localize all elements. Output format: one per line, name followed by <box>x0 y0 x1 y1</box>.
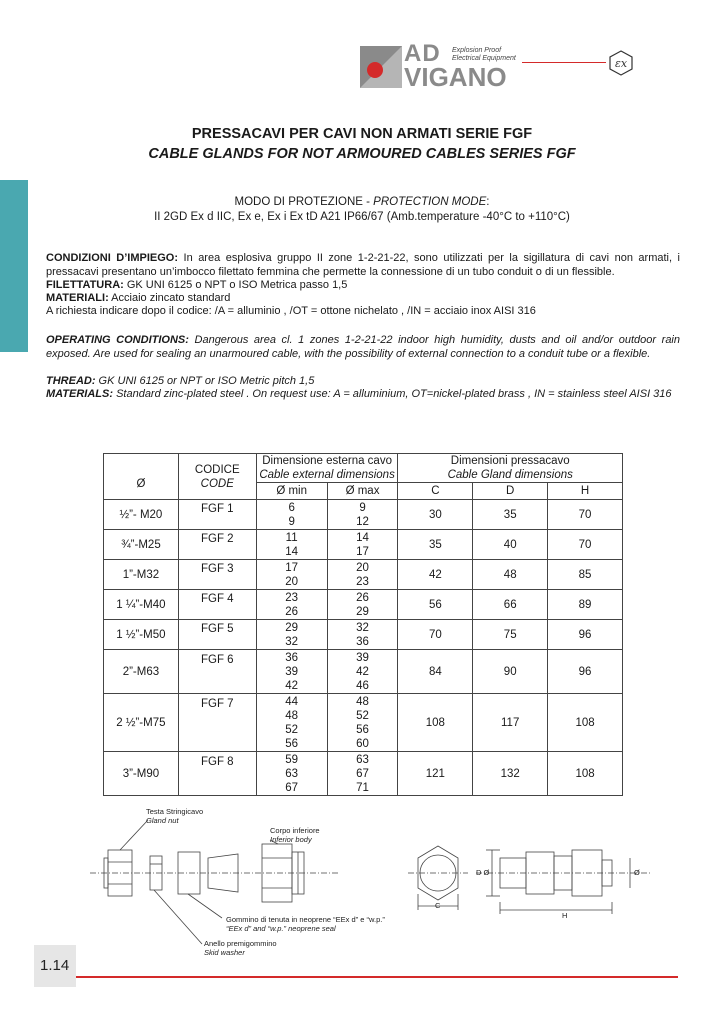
cell-min-value: 52 <box>285 723 299 736</box>
table-body <box>104 500 623 796</box>
dim-d-label: D Ø <box>476 868 490 877</box>
cell-size: 2”-M63 <box>104 650 179 694</box>
cell-max-value: 29 <box>356 605 369 618</box>
cell-c: 30 <box>398 500 473 530</box>
cell-h: 96 <box>548 620 623 650</box>
header-min: Ø min <box>256 483 327 500</box>
dim-c-label: C <box>435 901 441 910</box>
label-inferior-body: Corpo inferiore Inferior body <box>270 826 320 844</box>
atex-ex-hexagon-icon <box>608 50 634 76</box>
cell-c: 121 <box>398 752 473 796</box>
cell-min-value: 63 <box>285 767 299 780</box>
cell-size: 1 ¼”-M40 <box>104 590 179 620</box>
table-row <box>104 590 623 620</box>
cell-size: 3”-M90 <box>104 752 179 796</box>
thread-italian: FILETTATURA: GK UNI 6125 o NPT o ISO Metrica passo 1,5 <box>46 279 348 291</box>
brand-ad: AD <box>404 40 441 67</box>
cell-max-value: 26 <box>356 591 369 604</box>
cell-max-value: 39 <box>356 651 369 664</box>
page-title-english: CABLE GLANDS FOR NOT ARMOURED CABLES SERIES FGF <box>148 146 576 162</box>
brand-tagline-1: Explosion Proof <box>452 47 502 54</box>
protection-mode-label: MODO DI PROTEZIONE - PROTECTION MODE: <box>234 196 490 208</box>
cell-h: 108 <box>548 752 623 796</box>
cell-min-value: 23 <box>285 591 299 604</box>
cell-min-value: 14 <box>285 545 299 558</box>
cell-code: FGF 5 <box>178 620 256 650</box>
cell-min-value: 9 <box>288 515 295 528</box>
cell-c: 35 <box>398 530 473 560</box>
cell-code: FGF 1 <box>178 500 256 530</box>
dim-phi-label: Ø <box>634 868 640 877</box>
brand-tagline-2: Electrical Equipment <box>452 55 516 62</box>
dim-h-label: H <box>562 911 568 920</box>
cell-d: 117 <box>473 694 548 752</box>
cell-max-value: 60 <box>356 737 369 750</box>
cell-max <box>327 694 398 752</box>
cell-min-value: 26 <box>285 605 299 618</box>
cell-h: 108 <box>548 694 623 752</box>
cell-d: 75 <box>473 620 548 650</box>
protection-mode-value: II 2GD Ex d IIC, Ex e, Ex i Ex tD A21 IP66/67 (Amb.temperature -40°C to +110°C) <box>154 211 570 223</box>
cell-min-value: 39 <box>285 665 299 678</box>
cell-max-value: 36 <box>356 635 369 648</box>
label-gland-nut: Testa Stringicavo Gland nut <box>146 807 204 825</box>
cell-max-value: 48 <box>356 695 369 708</box>
cell-min-value: 6 <box>288 501 295 514</box>
cell-size: 2 ½”-M75 <box>104 694 179 752</box>
footer-red-line <box>76 976 678 978</box>
cell-size: 1 ½”-M50 <box>104 620 179 650</box>
cell-d: 40 <box>473 530 548 560</box>
page-title-italian: PRESSACAVI PER CAVI NON ARMATI SERIE FGF <box>191 126 533 142</box>
dimensions-table <box>103 453 623 796</box>
cell-min-value: 32 <box>285 635 299 648</box>
cell-size: ½”- M20 <box>104 500 179 530</box>
cell-min-value: 17 <box>285 561 299 574</box>
technical-drawing <box>90 806 650 956</box>
cell-h: 85 <box>548 560 623 590</box>
header-gland-dimensions: Dimensioni pressacavo Cable Gland dimensions <box>398 454 623 483</box>
cell-max-value: 67 <box>356 767 369 780</box>
cell-max-value: 9 <box>359 501 366 514</box>
cell-max-value: 17 <box>356 545 369 558</box>
cell-min <box>256 650 327 694</box>
header-d: D <box>473 483 548 500</box>
table-row <box>104 752 623 796</box>
gland-drawing-svg <box>90 806 650 956</box>
cell-code: FGF 8 <box>178 752 256 796</box>
cell-code: FGF 6 <box>178 650 256 694</box>
thread-english: THREAD: GK UNI 6125 or NPT or ISO Metric pitch 1,5 <box>46 375 315 387</box>
cell-min <box>256 530 327 560</box>
header-c: C <box>398 483 473 500</box>
cell-max-value: 46 <box>356 679 369 692</box>
cell-c: 84 <box>398 650 473 694</box>
brand-vigano: VIGANO <box>404 62 507 92</box>
cell-min-value: 59 <box>285 753 299 766</box>
cell-min-value: 11 <box>285 531 298 544</box>
table-row <box>104 500 623 530</box>
cell-h: 70 <box>548 530 623 560</box>
cell-max <box>327 620 398 650</box>
cell-min-value: 36 <box>285 651 299 664</box>
ex-symbol: εx <box>614 57 628 70</box>
cell-max-value: 23 <box>356 575 369 588</box>
cell-min <box>256 752 327 796</box>
page-number: 1.14 <box>40 957 70 974</box>
cell-size: 1”-M32 <box>104 560 179 590</box>
label-neoprene-seal: Gommino di tenuta in neoprene “EEx d” e “w.p.” “EEx d” and “w.p.” neoprene seal <box>226 915 385 933</box>
table-row <box>104 650 623 694</box>
cell-d: 66 <box>473 590 548 620</box>
cell-code: FGF 3 <box>178 560 256 590</box>
cell-c: 70 <box>398 620 473 650</box>
header-cable-external: Dimensione esterna cavo Cable external dimensions <box>256 454 398 483</box>
brand-red-line <box>522 62 606 63</box>
cell-max <box>327 650 398 694</box>
conditions-italian: CONDIZIONI D’IMPIEGO: In area esplosiva gruppo II zone 1-2-21-22, sono utilizzati per la sigillatura di cavi non armati, i pressacavi presentano un’imbocco filettato femmina che permette la connessione di un tubo conduit o di un flessible. <box>46 252 680 278</box>
cell-c: 56 <box>398 590 473 620</box>
cell-min-value: 67 <box>285 781 299 794</box>
brand-logo <box>360 40 650 94</box>
cell-min-value: 29 <box>285 621 299 634</box>
cell-max-value: 63 <box>356 753 369 766</box>
cell-h: 70 <box>548 500 623 530</box>
label-skid-washer: Anello premigommino Skid washer <box>204 939 277 957</box>
cell-d: 35 <box>473 500 548 530</box>
header-h: H <box>548 483 623 500</box>
cell-max <box>327 530 398 560</box>
cell-min-value: 44 <box>285 695 299 708</box>
header-diameter: Ø <box>104 454 179 500</box>
cell-min-value: 56 <box>285 737 299 750</box>
cell-max <box>327 560 398 590</box>
cell-d: 90 <box>473 650 548 694</box>
cell-max-value: 20 <box>356 561 369 574</box>
request-italian: A richiesta indicare dopo il codice: /A = alluminio , /OT = ottone nichelato , /IN = acciaio inox AISI 316 <box>46 305 536 317</box>
cell-max <box>327 500 398 530</box>
cell-min <box>256 694 327 752</box>
cell-max-value: 52 <box>356 709 369 722</box>
cell-min-value: 48 <box>285 709 299 722</box>
cell-min-value: 42 <box>285 679 299 692</box>
conditions-english: OPERATING CONDITIONS: Dangerous area cl. 1 zones 1-2-21-22 indoor high humidity, dusts and oil and/or outdoor rain exposed. Are used for sealing an unarmoured cable, with the possibility of external connection to a conduit tube or a flexible. <box>46 334 680 360</box>
header-code: CODICE CODE <box>178 454 256 500</box>
cell-max <box>327 590 398 620</box>
cell-c: 108 <box>398 694 473 752</box>
cell-max <box>327 752 398 796</box>
cell-size: ¾”-M25 <box>104 530 179 560</box>
cell-min <box>256 590 327 620</box>
cell-max-value: 42 <box>356 665 369 678</box>
cell-max-value: 32 <box>356 621 369 634</box>
cell-max-value: 12 <box>356 515 369 528</box>
cell-max-value: 71 <box>356 781 369 794</box>
cell-max-value: 56 <box>356 723 369 736</box>
cell-min <box>256 560 327 590</box>
cell-min-value: 20 <box>285 575 299 588</box>
cell-h: 89 <box>548 590 623 620</box>
header-max: Ø max <box>327 483 398 500</box>
cell-min <box>256 620 327 650</box>
ad-vigano-mark-icon <box>360 46 402 88</box>
table-row <box>104 560 623 590</box>
cell-d: 48 <box>473 560 548 590</box>
cell-max-value: 14 <box>356 531 369 544</box>
table-row <box>104 620 623 650</box>
cell-code: FGF 2 <box>178 530 256 560</box>
materials-english: MATERIALS: Standard zinc-plated steel . On request use: A = alluminium, OT=nickel-plated brass , IN = stainless steel AISI 316 <box>46 388 672 400</box>
cell-code: FGF 7 <box>178 694 256 752</box>
cell-h: 96 <box>548 650 623 694</box>
cell-code: FGF 4 <box>178 590 256 620</box>
table-row <box>104 530 623 560</box>
cell-d: 132 <box>473 752 548 796</box>
cell-c: 42 <box>398 560 473 590</box>
cell-min <box>256 500 327 530</box>
table-row <box>104 694 623 752</box>
materials-italian: MATERIALI: Acciaio zincato standard <box>46 292 231 304</box>
